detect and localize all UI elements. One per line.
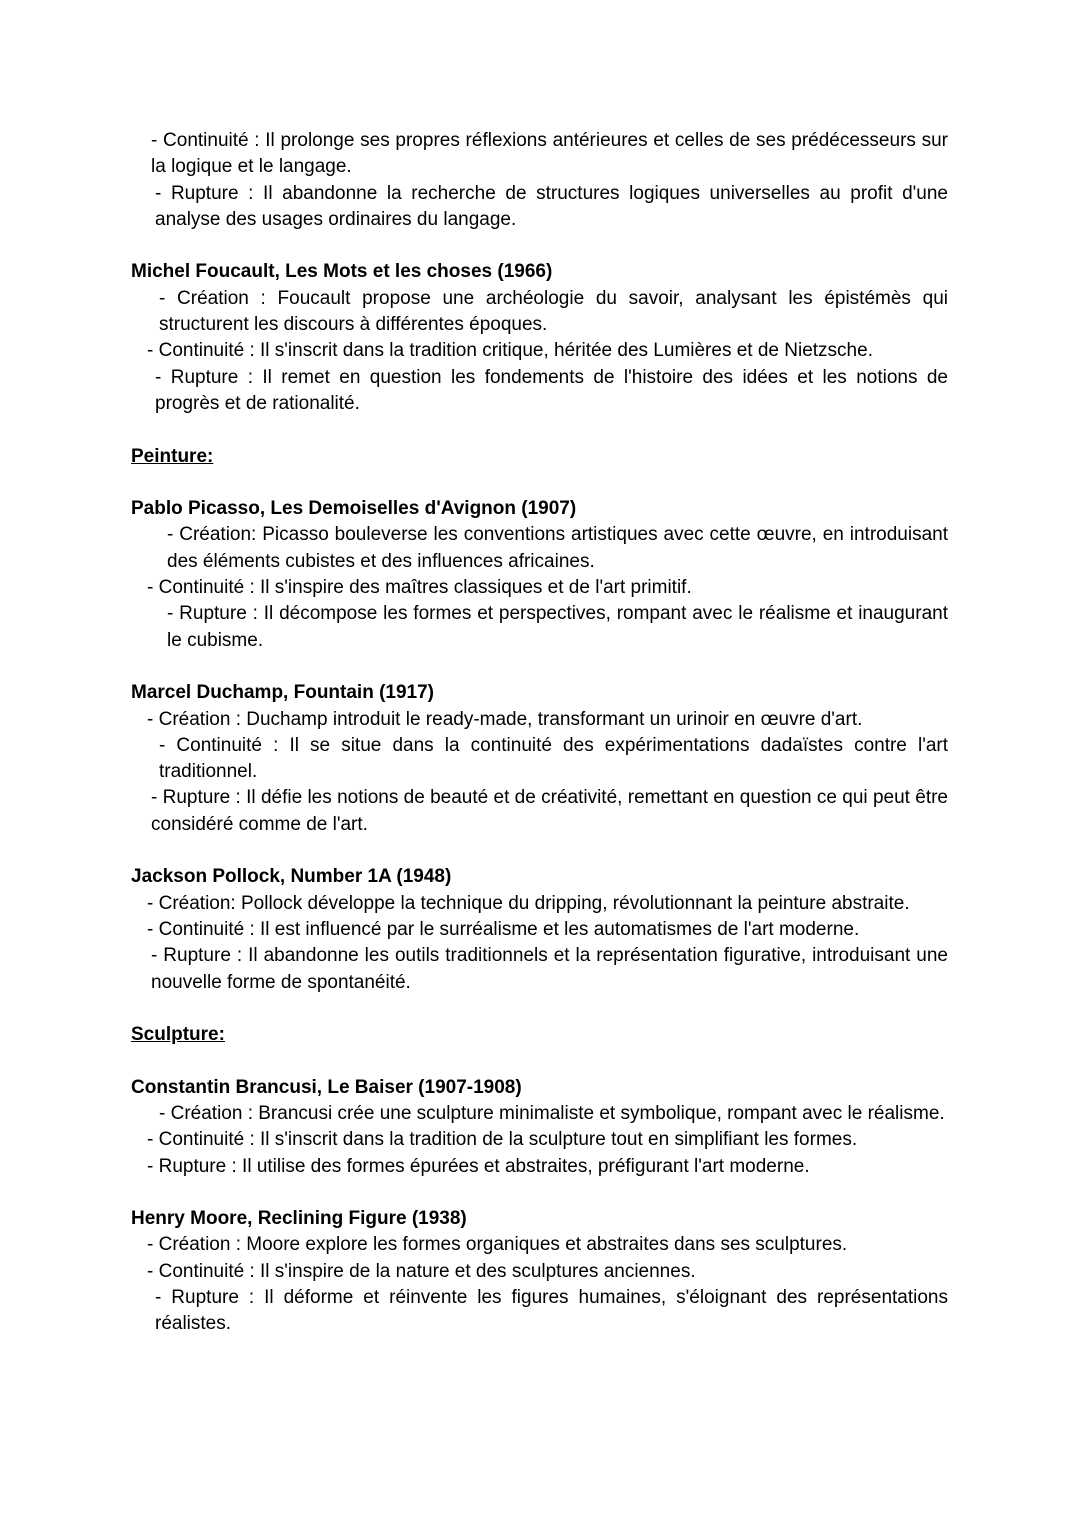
intro-continuity: - Continuité : Il prolonge ses propres réflexions antérieures et celles de ses prédécesseurs sur la logique et le langage. bbox=[151, 130, 948, 178]
foucault-heading: Michel Foucault, Les Mots et les choses (1966) bbox=[131, 261, 553, 283]
pollock-rupture: - Rupture : Il abandonne les outils traditionnels et la représentation figurative, introduisant une nouvelle forme de spontanéité. bbox=[151, 945, 948, 993]
foucault-creation: - Création : Foucault propose une archéologie du savoir, analysant les épistémès qui structurent les discours à différentes époques. bbox=[159, 287, 948, 336]
brancusi-rupture: - Rupture : Il utilise des formes épurées et abstraites, préfigurant l'art moderne. bbox=[147, 1155, 810, 1177]
intro-rupture: - Rupture : Il abandonne la recherche de structures logiques universelles au profit d'une analyse des usages ordinaires du langage. bbox=[155, 182, 948, 230]
moore-heading: Henry Moore, Reclining Figure (1938) bbox=[131, 1208, 467, 1230]
duchamp-rupture: - Rupture : Il défie les notions de beauté et de créativité, remettant en question ce qui peut être considéré comme de l'art. bbox=[151, 787, 948, 835]
picasso-continuity: - Continuité : Il s'inspire des maîtres classiques et de l'art primitif. bbox=[147, 577, 692, 599]
picasso-creation: - Création: Picasso bouleverse les conventions artistiques avec cette œuvre, en introduisant des éléments cubistes et des influences africaines. bbox=[167, 524, 948, 572]
pollock-heading: Jackson Pollock, Number 1A (1948) bbox=[131, 866, 452, 888]
painting-section-title: Peinture: bbox=[131, 445, 214, 467]
pollock-continuity: - Continuité : Il est influencé par le surréalisme et les automatismes de l'art moderne. bbox=[147, 918, 860, 940]
moore-creation: - Création : Moore explore les formes organiques et abstraites dans ses sculptures. bbox=[147, 1234, 848, 1256]
duchamp-heading: Marcel Duchamp, Fountain (1917) bbox=[131, 682, 435, 704]
duchamp-creation: - Création : Duchamp introduit le ready-made, transformant un urinoir en œuvre d'art. bbox=[147, 708, 863, 730]
moore-rupture: - Rupture : Il déforme et réinvente les figures humaines, s'éloignant des représentations réalistes. bbox=[155, 1287, 948, 1335]
pollock-creation: - Création: Pollock développe la technique du dripping, révolutionnant la peinture abstraite. bbox=[147, 892, 910, 914]
moore-continuity: - Continuité : Il s'inspire de la nature et des sculptures anciennes. bbox=[147, 1260, 696, 1282]
sculpture-section-title: Sculpture: bbox=[131, 1024, 225, 1046]
picasso-heading: Pablo Picasso, Les Demoiselles d'Avignon (1907) bbox=[131, 498, 577, 520]
foucault-rupture: - Rupture : Il remet en question les fondements de l'histoire des idées et les notions de progrès et de rationalité. bbox=[155, 366, 948, 414]
duchamp-continuity: - Continuité : Il se situe dans la continuité des expérimentations dadaïstes contre l'art traditionnel. bbox=[159, 734, 948, 783]
brancusi-heading: Constantin Brancusi, Le Baiser (1907-1908) bbox=[131, 1076, 522, 1098]
brancusi-creation: - Création : Brancusi crée une sculpture minimaliste et symbolique, rompant avec le réalisme. bbox=[159, 1102, 945, 1124]
foucault-continuity: - Continuité : Il s'inscrit dans la tradition critique, héritée des Lumières et de Nietzsche. bbox=[147, 340, 873, 362]
brancusi-continuity: - Continuité : Il s'inscrit dans la tradition de la sculpture tout en simplifiant les formes. bbox=[147, 1129, 858, 1151]
picasso-rupture: - Rupture : Il décompose les formes et perspectives, rompant avec le réalisme et inaugurant le cubisme. bbox=[167, 603, 948, 651]
